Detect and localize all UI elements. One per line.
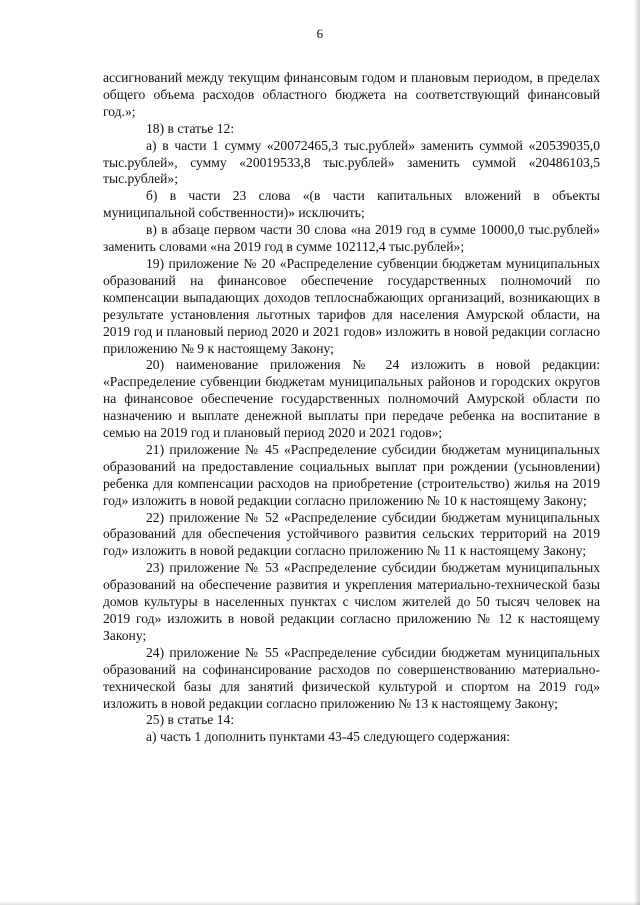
paragraph-item-18b: б) в части 23 слова «(в части капитальных вложений в объекты муниципальной собственности)» исключить; — [103, 188, 600, 221]
paragraph-item-18v: в) в абзаце первом части 30 слова «на 2019 год в сумме 10000,0 тыс.рублей» заменить словами «на 2019 год в сумме 102112,4 тыс.рублей»; — [103, 222, 600, 255]
page-number: 6 — [316, 26, 324, 41]
paragraph-item-25a: а) часть 1 дополнить пунктами 43-45 следующего содержания: — [146, 729, 511, 745]
paragraph-item-22: 22) приложение № 52 «Распределение субсидии бюджетам муниципальных образований для обеспечения устойчивого развития сельских территорий на 2019 год» изложить в новой редакции согласно приложению № 11 к настоящему Закону; — [103, 509, 600, 559]
paragraph-item-21: 21) приложение № 45 «Распределение субсидии бюджетам муниципальных образований на предоставление социальных выплат при рождении (усыновлении) ребенка для компенсации расходов на приобретение (строительство) жилья на 2019 год» изложить в новой редакции согласно приложению № 10 к настоящему Закону; — [103, 441, 600, 508]
paragraph-item-20: 20) наименование приложения № 24 изложить в новой редакции: «Распределение субвенции бюджетам муниципальных районов и городских округов на финансовое обеспечение государственных полномочий Амурской области по назначению и выплате денежной выплаты при передаче ребенка на воспитание в семью на 2019 год и плановый период 2020 и 2021 годов»; — [103, 357, 600, 441]
paragraph-item-23: 23) приложение № 53 «Распределение субсидии бюджетам муниципальных образований на обеспечение развития и укрепления материально-технической базы домов культуры в населенных пунктах с числом жителей до 50 тысяч человек на 2019 год» изложить в новой редакции согласно приложению № 12 к настоящему Закону; — [103, 560, 600, 643]
paragraph-item-25: 25) в статье 14: — [146, 712, 235, 728]
paragraph-item-19: 19) приложение № 20 «Распределение субвенции бюджетам муниципальных образований на финансовое обеспечение государственных полномочий по компенсации выпадающих доходов теплоснабжающих организаций, возникающих в результате установления льготных тарифов для населения Амурской области, на 2019 год и плановый период 2020 и 2021 годов» изложить в новой редакции согласно приложению № 9 к настоящему Закону; — [103, 255, 600, 356]
paragraph-continuation: ассигнований между текущим финансовым годом и плановым периодом, в пределах общего объема расходов областного бюджета на соответствующий финансовый год.»; — [103, 70, 600, 119]
page-bottom-shadow — [0, 901, 640, 905]
paragraph-item-18: 18) в статье 12: — [146, 120, 235, 136]
page-edge-shadow — [634, 0, 640, 905]
document-body — [103, 70, 600, 746]
paragraph-item-24: 24) приложение № 55 «Распределение субсидии бюджетам муниципальных образований на софинансирование расходов по совершенствованию материально-технической базы для занятий физической культурой и спортом на 2019 год» изложить в новой редакции согласно приложению № 13 к настоящему Закону; — [103, 644, 600, 711]
paragraph-item-18a: а) в части 1 сумму «20072465,3 тыс.рублей» заменить суммой «20539035,0 тыс.рублей», сумму «20019533,8 тыс.рублей» заменить суммой «20486103,5 тыс.рублей»; — [103, 137, 600, 187]
